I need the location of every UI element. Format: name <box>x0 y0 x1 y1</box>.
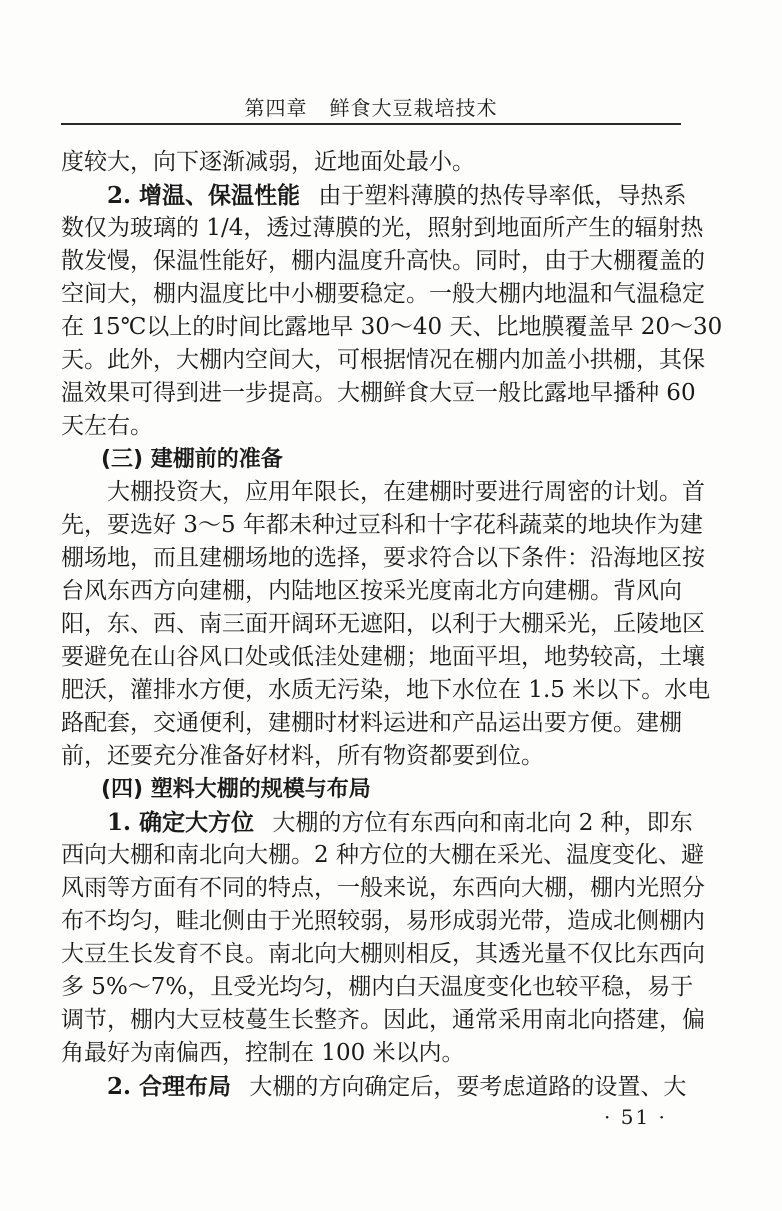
text-line <box>61 641 705 674</box>
line-text: 温效果可得到进一步提高。大棚鲜食大豆一般比露地早播种 60 <box>61 380 696 406</box>
text-line <box>61 938 705 971</box>
header-rule <box>61 123 681 125</box>
text-line <box>61 542 705 575</box>
text-line <box>61 245 705 278</box>
line-text: 前，还要充分准备好材料，所有物资都要到位。 <box>61 743 544 769</box>
line-text: 调节，棚内大豆枝蔓生长整齐。因此，通常采用南北向搭建，偏 <box>61 1007 705 1033</box>
subsection-lead: 1. 确定大方位 <box>107 809 255 836</box>
text-line <box>61 971 694 1004</box>
chapter-number: 第四章 <box>244 96 308 120</box>
text-line <box>61 146 681 179</box>
text-line <box>61 608 705 641</box>
text-line <box>61 476 705 509</box>
line-text: 在 15℃以上的时间比露地早 30～40 天、比地膜覆盖早 20～30 <box>61 314 723 340</box>
line-text: 棚场地，而且建棚场地的选择，要求符合以下条件：沿海地区按 <box>61 545 705 571</box>
line-text: 先，要选好 3～5 年都未种过豆科和十字花科蔬菜的地块作为建 <box>61 512 703 538</box>
line-text: 大棚的方位有东西向和南北向 2 种，即东 <box>272 810 693 836</box>
text-line <box>61 344 705 377</box>
text-line <box>61 674 711 707</box>
line-text: (四) 塑料大棚的规模与布局 <box>101 777 371 802</box>
line-text: 度较大，向下逐渐减弱，近地面处最小。 <box>61 149 475 175</box>
text-line <box>61 740 681 773</box>
line-text: 天左右。 <box>61 413 153 439</box>
line-text: 由于塑料薄膜的热传导率低，导热系 <box>318 183 687 209</box>
line-text: 布不均匀，畦北侧由于光照较弱，易形成弱光带，造成北侧棚内 <box>61 908 705 934</box>
line-text: 大豆生长发育不良。南北向大棚则相反，其透光量不仅比东西向 <box>61 941 705 967</box>
line-text: 数仅为玻璃的 1/4，透过薄膜的光，照射到地面所产生的辐射热 <box>61 215 704 241</box>
page-number: · 51 · <box>604 1105 667 1129</box>
line-text: 大棚投资大，应用年限长，在建棚时要进行周密的计划。首 <box>107 479 705 505</box>
line-text: 风雨等方面有不同的特点，一般来说，东西向大棚，棚内光照分 <box>61 875 705 901</box>
section-heading <box>61 443 681 476</box>
line-text: 空间大，棚内温度比中小棚要稳定。一般大棚内地温和气温稳定 <box>61 281 705 307</box>
text-line <box>61 311 723 344</box>
line-text: (三) 建棚前的准备 <box>101 447 283 472</box>
text-line <box>61 509 703 542</box>
chapter-title: 鲜食大豆栽培技术 <box>329 96 498 120</box>
line-text: 要避免在山谷风口处或低洼处建棚；地面平坦，地势较高，土壤 <box>61 644 705 670</box>
line-text: 散发慢，保温性能好，棚内温度升高快。同时，由于大棚覆盖的 <box>61 248 705 274</box>
text-line <box>61 872 705 905</box>
line-text: 天。此外，大棚内空间大，可根据情况在棚内加盖小拱棚，其保 <box>61 347 705 373</box>
line-text: 多 5%～7%，且受光均匀，棚内白天温度变化也较平稳，易于 <box>61 974 694 1000</box>
text-line <box>61 1070 687 1103</box>
body-text <box>61 146 723 1103</box>
line-text: 阳，东、西、南三面开阔环无遮阳，以利于大棚采光，丘陵地区 <box>61 611 705 637</box>
text-line <box>61 806 693 839</box>
subsection-lead: 2. 合理布局 <box>107 1073 232 1100</box>
section-heading <box>61 773 681 806</box>
text-line <box>61 1004 705 1037</box>
running-header <box>61 92 681 121</box>
text-line <box>61 575 681 608</box>
text-line <box>61 278 705 311</box>
line-text: 台风东西方向建棚，内陆地区按采光度南北方向建棚。背风向 <box>61 578 682 604</box>
text-line <box>61 179 687 212</box>
text-line <box>61 377 696 410</box>
line-text: 路配套，交通便利，建棚时材料运进和产品运出要方便。建棚 <box>61 710 682 736</box>
line-text: 肥沃，灌排水方便，水质无污染，地下水位在 1.5 米以下。水电 <box>61 677 711 703</box>
text-line <box>61 707 681 740</box>
text-line <box>61 1037 681 1070</box>
subsection-lead: 2. 增温、保温性能 <box>107 182 301 209</box>
line-text: 西向大棚和南北向大棚。2 种方位的大棚在采光、温度变化、避 <box>61 842 704 868</box>
line-text: 角最好为南偏西，控制在 100 米以内。 <box>61 1040 465 1066</box>
text-line <box>61 410 681 443</box>
text-line <box>61 212 704 245</box>
line-text: 大棚的方向确定后，要考虑道路的设置、大 <box>249 1074 687 1100</box>
text-line <box>61 839 704 872</box>
text-line <box>61 905 705 938</box>
